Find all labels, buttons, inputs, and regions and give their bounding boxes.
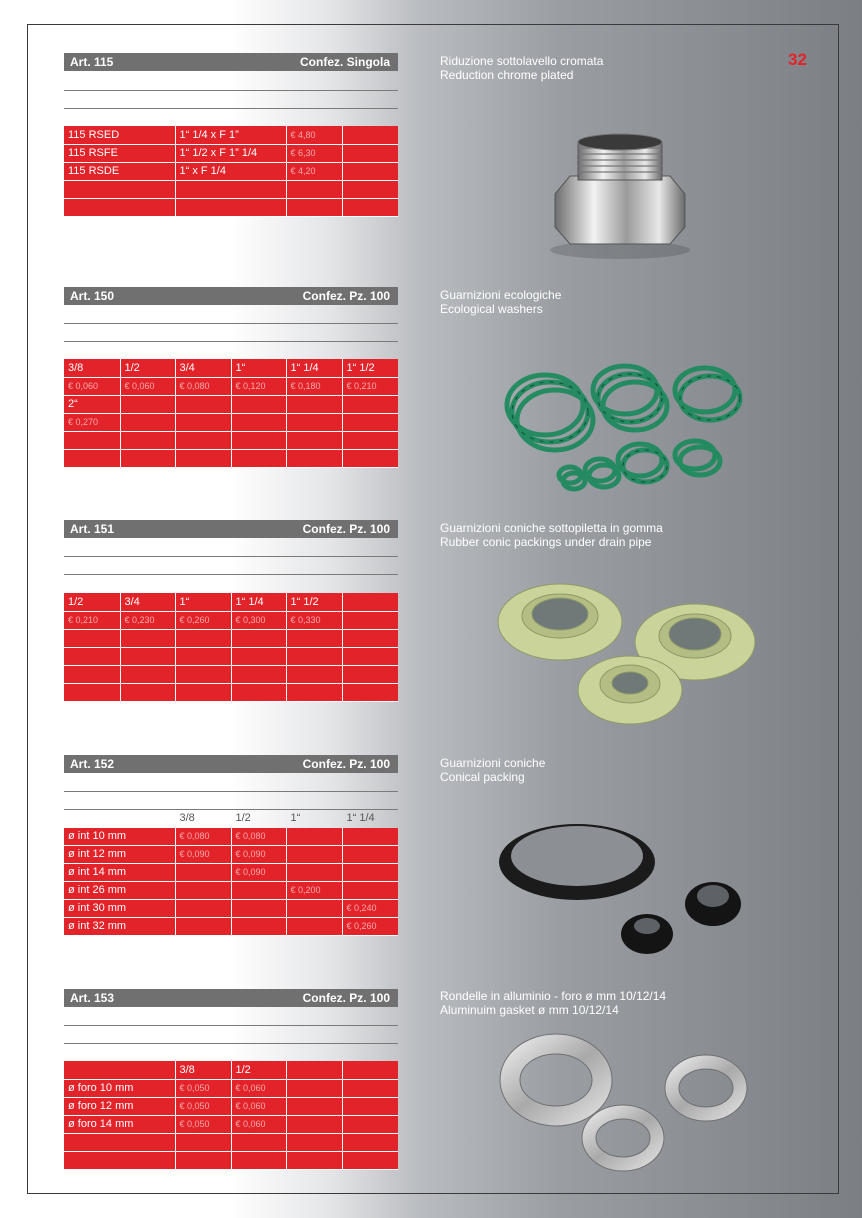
divider-line [64, 341, 398, 342]
price-row [64, 377, 398, 395]
size-row [64, 593, 398, 611]
conical-packing-image [495, 812, 775, 972]
product-description [440, 756, 545, 784]
pack-info: Confez. Pz. 100 [302, 522, 390, 536]
divider-line [64, 1025, 398, 1026]
table-row [64, 1151, 398, 1169]
pack-info: Confez. Pz. 100 [302, 757, 390, 771]
price-cell [342, 881, 398, 899]
table-row [64, 180, 398, 198]
empty-cell [64, 1061, 175, 1079]
price-cell: € 0,060 [231, 1097, 286, 1115]
page-number: 32 [788, 50, 807, 69]
empty-cell [64, 809, 175, 827]
table-row [64, 827, 398, 845]
article-code: Art. 152 [70, 757, 115, 771]
divider-line [64, 556, 398, 557]
price-table [64, 1061, 398, 1170]
rubber-conic-packings-image [495, 580, 765, 730]
description-italian: Rondelle in alluminio - foro ø mm 10/12/14 [440, 989, 667, 1003]
table-row [64, 1115, 398, 1133]
divider-line [64, 90, 398, 91]
product-description [440, 54, 603, 82]
column-header: 1“ [290, 811, 301, 824]
article-code: Art. 150 [70, 289, 115, 303]
empty-cell [342, 162, 398, 180]
table-row [64, 144, 398, 162]
column-header: 1/2 [231, 1061, 286, 1079]
price-cell [286, 899, 342, 917]
section-header [64, 287, 398, 305]
size-row [64, 359, 398, 377]
description-english: Ecological washers [440, 302, 543, 316]
column-header-row [64, 809, 398, 827]
row-label: ø int 30 mm [64, 899, 175, 917]
table-row [64, 917, 398, 935]
table-row [64, 1133, 398, 1151]
code-cell: 115 RSDE [64, 162, 175, 180]
size-cell: 1“ 1/2 [286, 593, 342, 611]
size-cell: 3/4 [175, 359, 231, 377]
description-english: Aluminuim gasket ø mm 10/12/14 [440, 1003, 619, 1017]
table-row [64, 683, 398, 701]
row-label: ø int 32 mm [64, 917, 175, 935]
description-italian: Riduzione sottolavello cromata [440, 54, 604, 68]
size-cell: 1“ [175, 593, 231, 611]
chrome-reduction-image [540, 132, 700, 262]
aluminium-gasket-image [498, 1030, 773, 1180]
table-row [64, 1079, 398, 1097]
table-row [64, 881, 398, 899]
size-cell: 1“ 1/2 x F 1” 1/4 [175, 144, 286, 162]
price-cell: € 0,260 [342, 917, 398, 935]
price-cell: € 4,80 [286, 126, 342, 144]
row-label: ø int 12 mm [64, 845, 175, 863]
price-row [64, 413, 398, 431]
price-cell: € 0,060 [231, 1079, 286, 1097]
section-art-153 [64, 989, 398, 1130]
price-cell: € 0,210 [64, 611, 120, 629]
table-row [64, 162, 398, 180]
divider-line [64, 791, 398, 792]
price-cell: € 4,20 [286, 162, 342, 180]
size-cell: 1/2 [64, 593, 120, 611]
row-label: ø foro 14 mm [64, 1115, 175, 1133]
column-header: 1“ 1/4 [346, 811, 375, 824]
table-row [64, 431, 398, 449]
price-table [64, 359, 398, 468]
divider-line [64, 108, 398, 109]
price-cell [286, 917, 342, 935]
price-row [64, 611, 398, 629]
price-cell: € 6,30 [286, 144, 342, 162]
row-label: ø int 14 mm [64, 863, 175, 881]
price-cell: € 0,240 [342, 899, 398, 917]
description-italian: Guarnizioni coniche [440, 756, 546, 770]
empty-cell [342, 126, 398, 144]
price-cell [175, 881, 231, 899]
price-cell [286, 845, 342, 863]
column-header: 3/8 [175, 1061, 231, 1079]
section-header [64, 53, 398, 71]
row-label: ø int 10 mm [64, 827, 175, 845]
price-cell [231, 899, 286, 917]
section-art-151 [64, 520, 398, 625]
column-header: 3/8 [179, 811, 195, 824]
price-cell: € 0,050 [175, 1097, 231, 1115]
empty-cell [342, 144, 398, 162]
table-row [64, 1097, 398, 1115]
code-cell: 115 RSED [64, 126, 175, 144]
product-description [440, 288, 561, 316]
table-row [64, 845, 398, 863]
pack-info: Confez. Pz. 100 [302, 991, 390, 1005]
table-row [64, 647, 398, 665]
size-row [64, 395, 398, 413]
table-row [64, 863, 398, 881]
description-italian: Guarnizioni coniche sottopiletta in gomma [440, 521, 663, 535]
price-cell [175, 917, 231, 935]
table-row [64, 899, 398, 917]
section-header [64, 989, 398, 1007]
product-description [440, 989, 666, 1017]
article-code: Art. 115 [70, 55, 114, 69]
price-cell [175, 863, 231, 881]
size-cell: 3/8 [64, 359, 120, 377]
table-row [64, 126, 398, 144]
price-cell: € 0,060 [120, 377, 175, 395]
price-cell [286, 863, 342, 881]
price-cell [286, 827, 342, 845]
divider-line [64, 323, 398, 324]
price-cell [342, 827, 398, 845]
price-cell: € 0,260 [175, 611, 231, 629]
price-cell [342, 863, 398, 881]
section-art-150 [64, 287, 398, 427]
code-cell: 115 RSFE [64, 144, 175, 162]
table-row [64, 198, 398, 216]
description-english: Rubber conic packings under drain pipe [440, 535, 652, 549]
divider-line [64, 574, 398, 575]
article-code: Art. 151 [70, 522, 115, 536]
divider-line [64, 1043, 398, 1044]
description-english: Conical packing [440, 770, 525, 784]
price-cell: € 0,300 [231, 611, 286, 629]
price-cell: € 0,080 [175, 827, 231, 845]
section-art-152 [64, 755, 398, 932]
product-description [440, 521, 663, 549]
price-cell: € 0,060 [231, 1115, 286, 1133]
size-cell: 1“ 1/4 x F 1” [175, 126, 286, 144]
pack-info: Confez. Singola [300, 55, 390, 69]
price-cell: € 0,090 [175, 845, 231, 863]
ecological-washers-image [490, 360, 760, 505]
description-english: Reduction chrome plated [440, 68, 574, 82]
pack-info: Confez. Pz. 100 [302, 289, 390, 303]
size-cell: 1“ 1/4 [286, 359, 342, 377]
description-italian: Guarnizioni ecologiche [440, 288, 562, 302]
price-table [64, 126, 398, 217]
row-label: ø foro 12 mm [64, 1097, 175, 1115]
row-label: ø int 26 mm [64, 881, 175, 899]
price-cell: € 0,270 [64, 413, 120, 431]
size-cell: 1/2 [120, 359, 175, 377]
size-cell: 3/4 [120, 593, 175, 611]
price-cell [342, 845, 398, 863]
table-row [64, 449, 398, 467]
size-cell: 1“ 1/4 [231, 593, 286, 611]
price-cell: € 0,330 [286, 611, 342, 629]
price-cell: € 0,210 [342, 377, 398, 395]
size-cell: 1“ x F 1/4 [175, 162, 286, 180]
size-cell: 2“ [64, 395, 120, 413]
size-cell: 1“ 1/2 [342, 359, 398, 377]
size-cell: 1“ [231, 359, 286, 377]
price-cell: € 0,120 [231, 377, 286, 395]
price-cell [231, 917, 286, 935]
price-table [64, 809, 398, 936]
price-table [64, 593, 398, 702]
price-cell: € 0,060 [64, 377, 120, 395]
column-header-row [64, 1061, 398, 1079]
section-art-115 [64, 53, 398, 177]
price-cell: € 0,080 [175, 377, 231, 395]
column-header: 1/2 [235, 811, 251, 824]
price-cell: € 0,080 [231, 827, 286, 845]
row-label: ø foro 10 mm [64, 1079, 175, 1097]
price-cell [231, 881, 286, 899]
article-code: Art. 153 [70, 991, 115, 1005]
price-cell: € 0,090 [231, 863, 286, 881]
price-cell: € 0,180 [286, 377, 342, 395]
price-cell: € 0,090 [231, 845, 286, 863]
price-cell: € 0,230 [120, 611, 175, 629]
table-row [64, 665, 398, 683]
section-header [64, 755, 398, 773]
table-row [64, 629, 398, 647]
price-cell: € 0,050 [175, 1115, 231, 1133]
price-cell: € 0,200 [286, 881, 342, 899]
price-cell [175, 899, 231, 917]
price-cell: € 0,050 [175, 1079, 231, 1097]
section-header [64, 520, 398, 538]
